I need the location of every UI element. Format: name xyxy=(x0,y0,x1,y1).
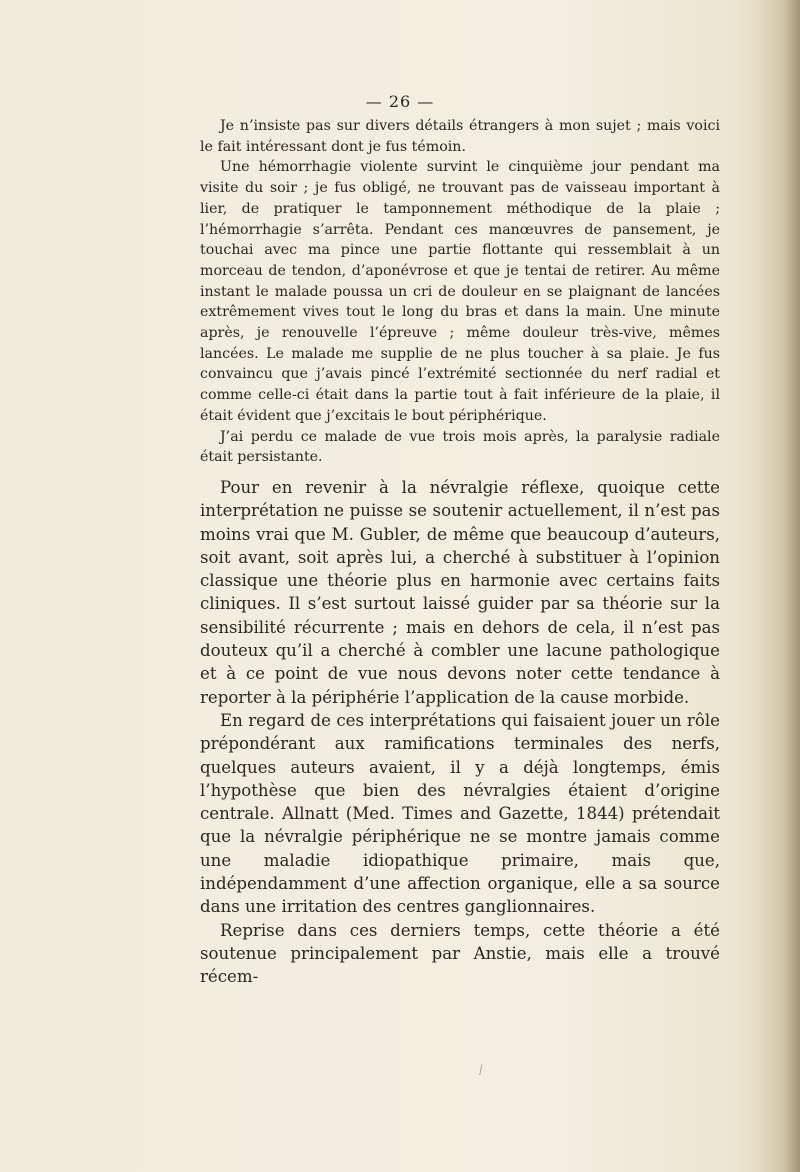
page-edge-shadow xyxy=(760,0,800,1172)
stray-pencil-mark: ⁄ xyxy=(477,1063,485,1077)
case-report-text xyxy=(200,116,720,468)
main-text xyxy=(200,476,720,989)
paragraph: Pour en revenir à la névralgie réflexe, quoique cette interprétation ne puisse se soutenir actuellement, il n’est pas moins vrai que M. Gubler, de même que beaucoup d’auteurs, soit avant, soit après lui, a cherché à substituer à l’opinion classique une théorie plus en harmonie avec certains faits cliniques. Il s’est surtout laissé guider par sa théorie sur la sensibilité récurrente ; mais en dehors de cela, il n’est pas douteux qu’il a cherché à combler une lacune pathologique et à ce point de vue nous devons noter cette tendance à reporter à la périphérie l’application de la cause morbide. xyxy=(200,478,720,707)
paragraph: En regard de ces interprétations qui faisaient jouer un rôle prépondérant aux ramifications terminales des nerfs, quelques auteurs avaient, il y a déjà longtemps, émis l’hypothèse que bien des névralgies étaient d’origine centrale. Allnatt (Med. Times and Gazette, 1844) prétendait que la névralgie périphérique ne se montre jamais comme une maladie idiopathique primaire, mais que, indépendamment d’une affection organique, elle a sa source dans une irritation des centres ganglionnaires. xyxy=(200,710,720,917)
paragraph: Une hémorrhagie violente survint le cinquième jour pendant ma visite du soir ; je fus obligé, ne trouvant pas de vaisseau important à lier, de pratiquer le tamponnement méthodique de la plaie ; l’hémorrhagie s’arrêta. Pendant ces manœuvres de pansement, je touchai avec ma pince une partie flottante qui ressemblait à un morceau de tendon, d’aponévrose et que je tentai de retirer. Au même instant le malade poussa un cri de douleur en se plaignant de lancées extrêmement vives tout le long du bras et dans la main. Une minute après, je renouvelle l’épreuve ; même douleur très-vive, mêmes lancées. Le malade me supplie de ne plus toucher à sa plaie. Je fus convaincu que j’avais pincé l’extrémité sectionnée du nerf radial et comme celle-ci était dans la partie tout à fait inférieure de la plaie, il était évident que j’excitais le bout périphérique. xyxy=(200,159,720,424)
page-number: — 26 — xyxy=(365,92,435,111)
paragraph: Je n’insiste pas sur divers détails étrangers à mon sujet ; mais voici le fait intéressant dont je fus témoin. xyxy=(200,118,720,155)
paragraph: Reprise dans ces derniers temps, cette théorie a été soutenue principalement par Anstie, mais elle a trouvé récem- xyxy=(200,920,720,987)
paragraph: J’ai perdu ce malade de vue trois mois après, la paralysie radiale était persistante. xyxy=(200,428,720,466)
